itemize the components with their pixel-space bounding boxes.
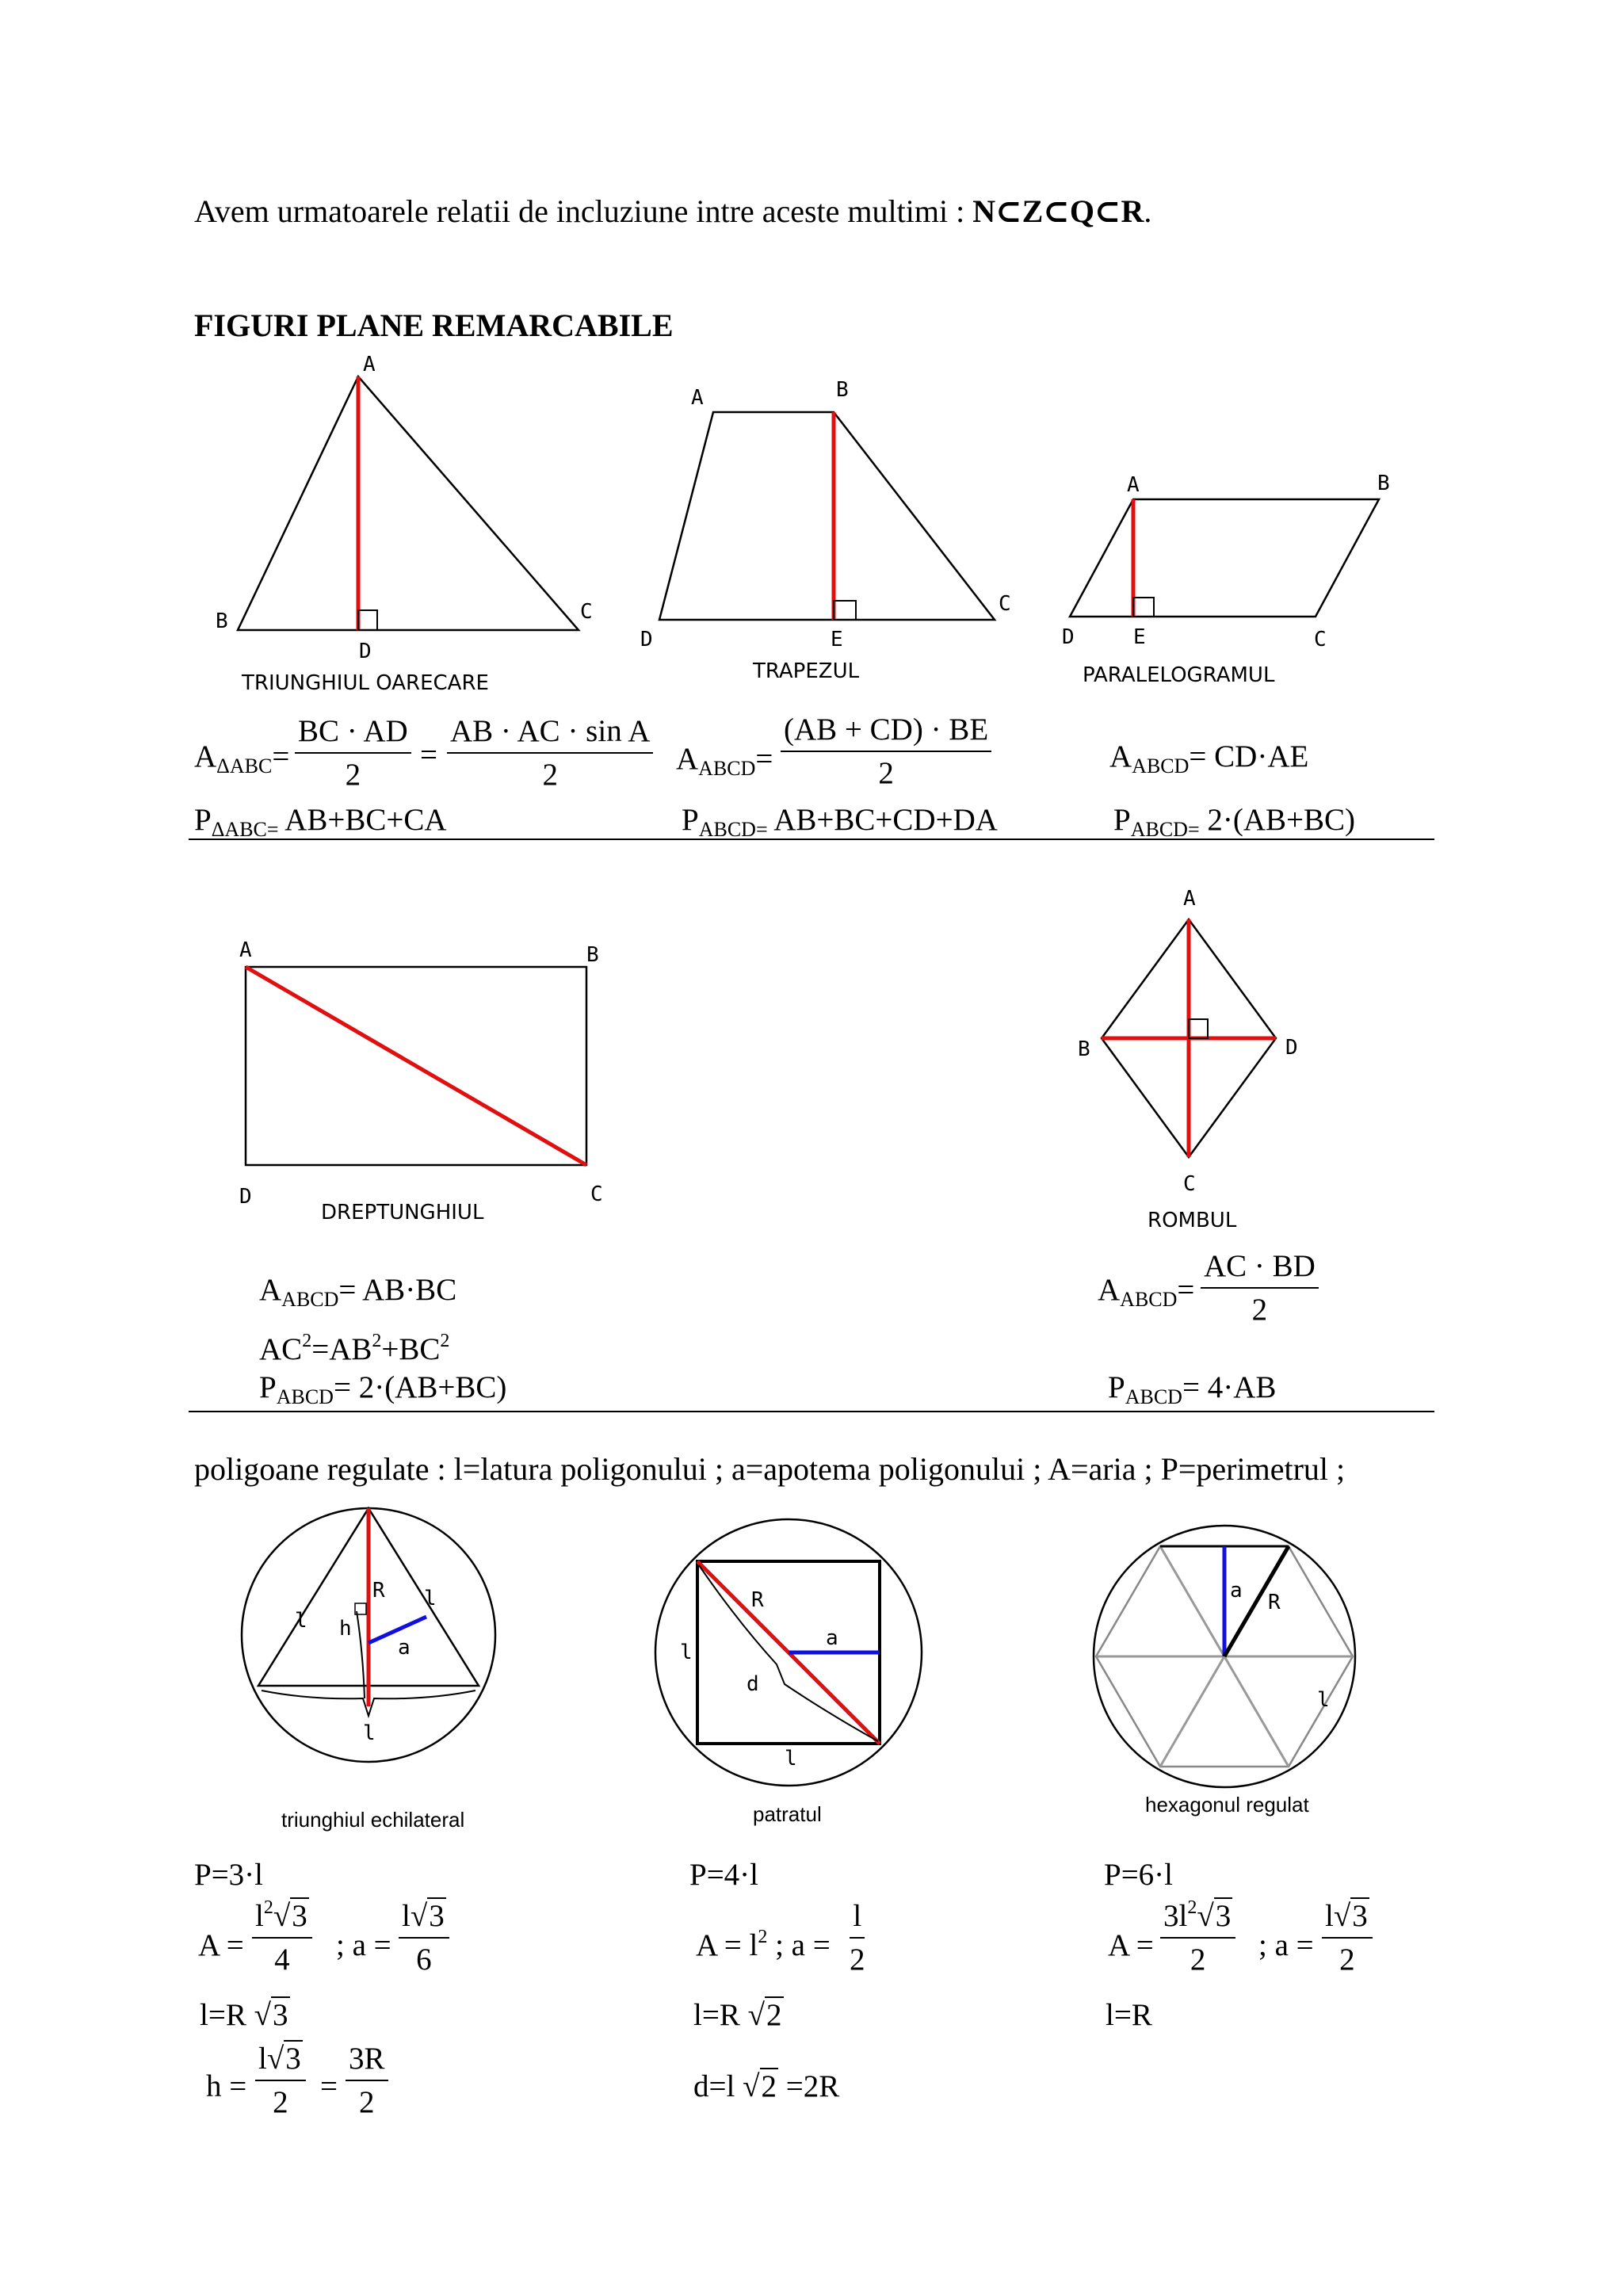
equilateral-height-equals: =	[320, 2069, 338, 2103]
equilateral-label-a: a	[398, 1636, 411, 1660]
intro-period: .	[1144, 193, 1152, 229]
rhombus-area-fraction: $\frac{AC \cdot BD}{2}$	[1201, 1248, 1319, 1328]
equilateral-label-l-right: l	[424, 1587, 437, 1610]
equilateral-apothem-fraction: $\frac{l√3}{6}$	[399, 1898, 449, 1977]
hexagon-figure	[1070, 1518, 1371, 1827]
trapezoid-caption: TRAPEZUL	[753, 659, 860, 683]
equilateral-height-prefix: h =	[206, 2069, 247, 2103]
hexagon-apothem-fraction: $\frac{l√3}{2}$	[1322, 1898, 1373, 1977]
square-apothem-fraction: $\frac{l}{2}$	[850, 1899, 865, 1977]
rectangle-label-c: C	[590, 1182, 603, 1206]
intro-text: Avem urmatoarele relatii de incluziune intre aceste multimi :	[194, 193, 965, 229]
equilateral-caption: triunghiul echilateral	[281, 1808, 465, 1832]
parallelogram-label-d: D	[1062, 625, 1075, 649]
rectangle-figure	[230, 935, 626, 1228]
hexagon-caption: hexagonul regulat	[1145, 1793, 1309, 1817]
equilateral-apothem-prefix: ; a =	[336, 1928, 391, 1962]
rhombus-caption: ROMBUL	[1148, 1209, 1237, 1232]
parallelogram-area: $A_{ABCD}= CD\cdot AE$	[1109, 739, 1309, 777]
equilateral-height-fraction-2: $\frac{3R}{2}$	[346, 2041, 388, 2120]
rhombus-label-d: D	[1285, 1036, 1298, 1060]
hexagon-side: l=R	[1106, 1998, 1152, 2032]
rhombus-label-b: B	[1078, 1037, 1090, 1061]
triangle-area-fraction-1: $\frac{BC \cdot AD}{2}$	[295, 713, 411, 793]
rectangle-caption: DREPTUNGHIUL	[321, 1201, 484, 1224]
hexagon-area-fraction: $\frac{3l^2√3}{2}$	[1160, 1898, 1235, 1977]
square-caption: patratul	[753, 1802, 822, 1826]
parallelogram-figure	[1054, 468, 1411, 697]
triangle-caption: TRIUNGHIUL OARECARE	[242, 671, 489, 695]
square-diagonal: d=l √2 =2R	[693, 2069, 840, 2103]
parallelogram-perimeter: $P_{ABCD=}$ 2·(AB+BC)	[1113, 803, 1356, 841]
triangle-label-c: C	[580, 600, 593, 624]
triangle-perimeter: $P_{\Delta ABC=}$ AB+BC+CA	[194, 803, 447, 841]
square-label-l-left: l	[680, 1641, 693, 1664]
hexagon-apothem-prefix: ; a =	[1258, 1928, 1314, 1962]
rectangle-pythagoras: $AC^2=AB^2+BC^2$	[259, 1331, 450, 1366]
trapezoid-label-d: D	[640, 628, 653, 651]
rhombus-label-a: A	[1183, 887, 1196, 911]
trapezoid-label-a: A	[691, 386, 704, 410]
intro-line	[194, 193, 1151, 230]
square-side: l=R √2	[693, 1998, 782, 2032]
triangle-label-b: B	[216, 609, 228, 633]
rectangle-label-a: A	[239, 938, 252, 962]
triangle-label-a: A	[363, 353, 376, 376]
hexagon-perimeter: P=6·l	[1104, 1858, 1174, 1892]
square-area: $A = l^2$ ; a =	[696, 1927, 831, 1962]
square-label-d: d	[747, 1672, 759, 1696]
hexagon-label-r: R	[1268, 1591, 1281, 1614]
rhombus-perimeter: $P_{ABCD}= 4\cdot AB$	[1108, 1370, 1277, 1408]
rectangle-label-b: B	[586, 943, 599, 967]
equilateral-label-l-left: l	[295, 1609, 307, 1633]
parallelogram-label-b: B	[1377, 472, 1390, 495]
trapezoid-label-b: B	[836, 378, 849, 402]
trapezoid-figure	[634, 372, 1030, 697]
square-label-r: R	[751, 1588, 764, 1612]
divider-1	[189, 839, 1434, 840]
triangle-area-label: $A_{\Delta ABC}=$	[194, 739, 290, 777]
square-perimeter: P=4·l	[689, 1858, 759, 1892]
triangle-area-equals: =	[420, 738, 437, 772]
hexagon-label-a: a	[1230, 1579, 1243, 1603]
rhombus-label-c: C	[1183, 1172, 1196, 1196]
trapezoid-area-label: $A_{ABCD}=$	[676, 742, 773, 780]
section-title: FIGURI PLANE REMARCABILE	[194, 308, 674, 343]
equilateral-label-r: R	[372, 1579, 385, 1603]
rectangle-label-d: D	[239, 1185, 252, 1209]
equilateral-area-fraction: $\frac{l^2√3}{4}$	[252, 1898, 312, 1977]
divider-2	[189, 1411, 1434, 1412]
equilateral-height-fraction: $\frac{l√3}{2}$	[255, 2041, 306, 2120]
trapezoid-perimeter: $P_{ABCD=}$ AB+BC+CD+DA	[682, 803, 998, 841]
equilateral-side: l=R √3	[200, 1998, 288, 2032]
equilateral-area-prefix: A =	[198, 1928, 244, 1962]
equilateral-label-h: h	[339, 1617, 352, 1641]
trapezoid-label-e: E	[831, 628, 843, 651]
rectangle-area: $A_{ABCD}= AB\cdot BC$	[259, 1273, 457, 1311]
equilateral-figure	[230, 1518, 531, 1843]
triangle-figure	[206, 349, 618, 697]
rhombus-area-label: $A_{ABCD}=$	[1098, 1273, 1195, 1311]
hexagon-area-prefix: A =	[1108, 1928, 1154, 1962]
hexagon-label-l: l	[1317, 1688, 1330, 1712]
parallelogram-label-e: E	[1133, 625, 1146, 649]
regular-polygons-intro: poligoane regulate : l=latura poligonului ; a=apotema poligonului ; A=aria ; P=perimetrul ;	[194, 1451, 1346, 1487]
parallelogram-label-c: C	[1314, 628, 1327, 651]
trapezoid-area-fraction: $\frac{(AB + CD) \cdot BE}{2}$	[781, 712, 991, 791]
trapezoid-label-c: C	[999, 592, 1011, 616]
triangle-label-d: D	[359, 640, 372, 663]
equilateral-perimeter: P=3·l	[194, 1858, 264, 1892]
triangle-area-fraction-2: $\frac{\text{AB · AC · sin A}}{2}$	[447, 713, 653, 793]
rhombus-figure	[1062, 880, 1323, 1236]
parallelogram-label-a: A	[1127, 473, 1140, 497]
set-inclusion-chain: N⊂Z⊂Q⊂R	[972, 193, 1144, 229]
square-label-l-bottom: l	[785, 1747, 797, 1771]
equilateral-label-l-bottom: l	[363, 1721, 376, 1745]
square-label-a: a	[826, 1626, 838, 1650]
rectangle-perimeter: $P_{ABCD}= 2\cdot(AB+BC)$	[259, 1370, 507, 1408]
parallelogram-caption: PARALELOGRAMUL	[1083, 663, 1275, 687]
square-figure	[650, 1518, 935, 1835]
